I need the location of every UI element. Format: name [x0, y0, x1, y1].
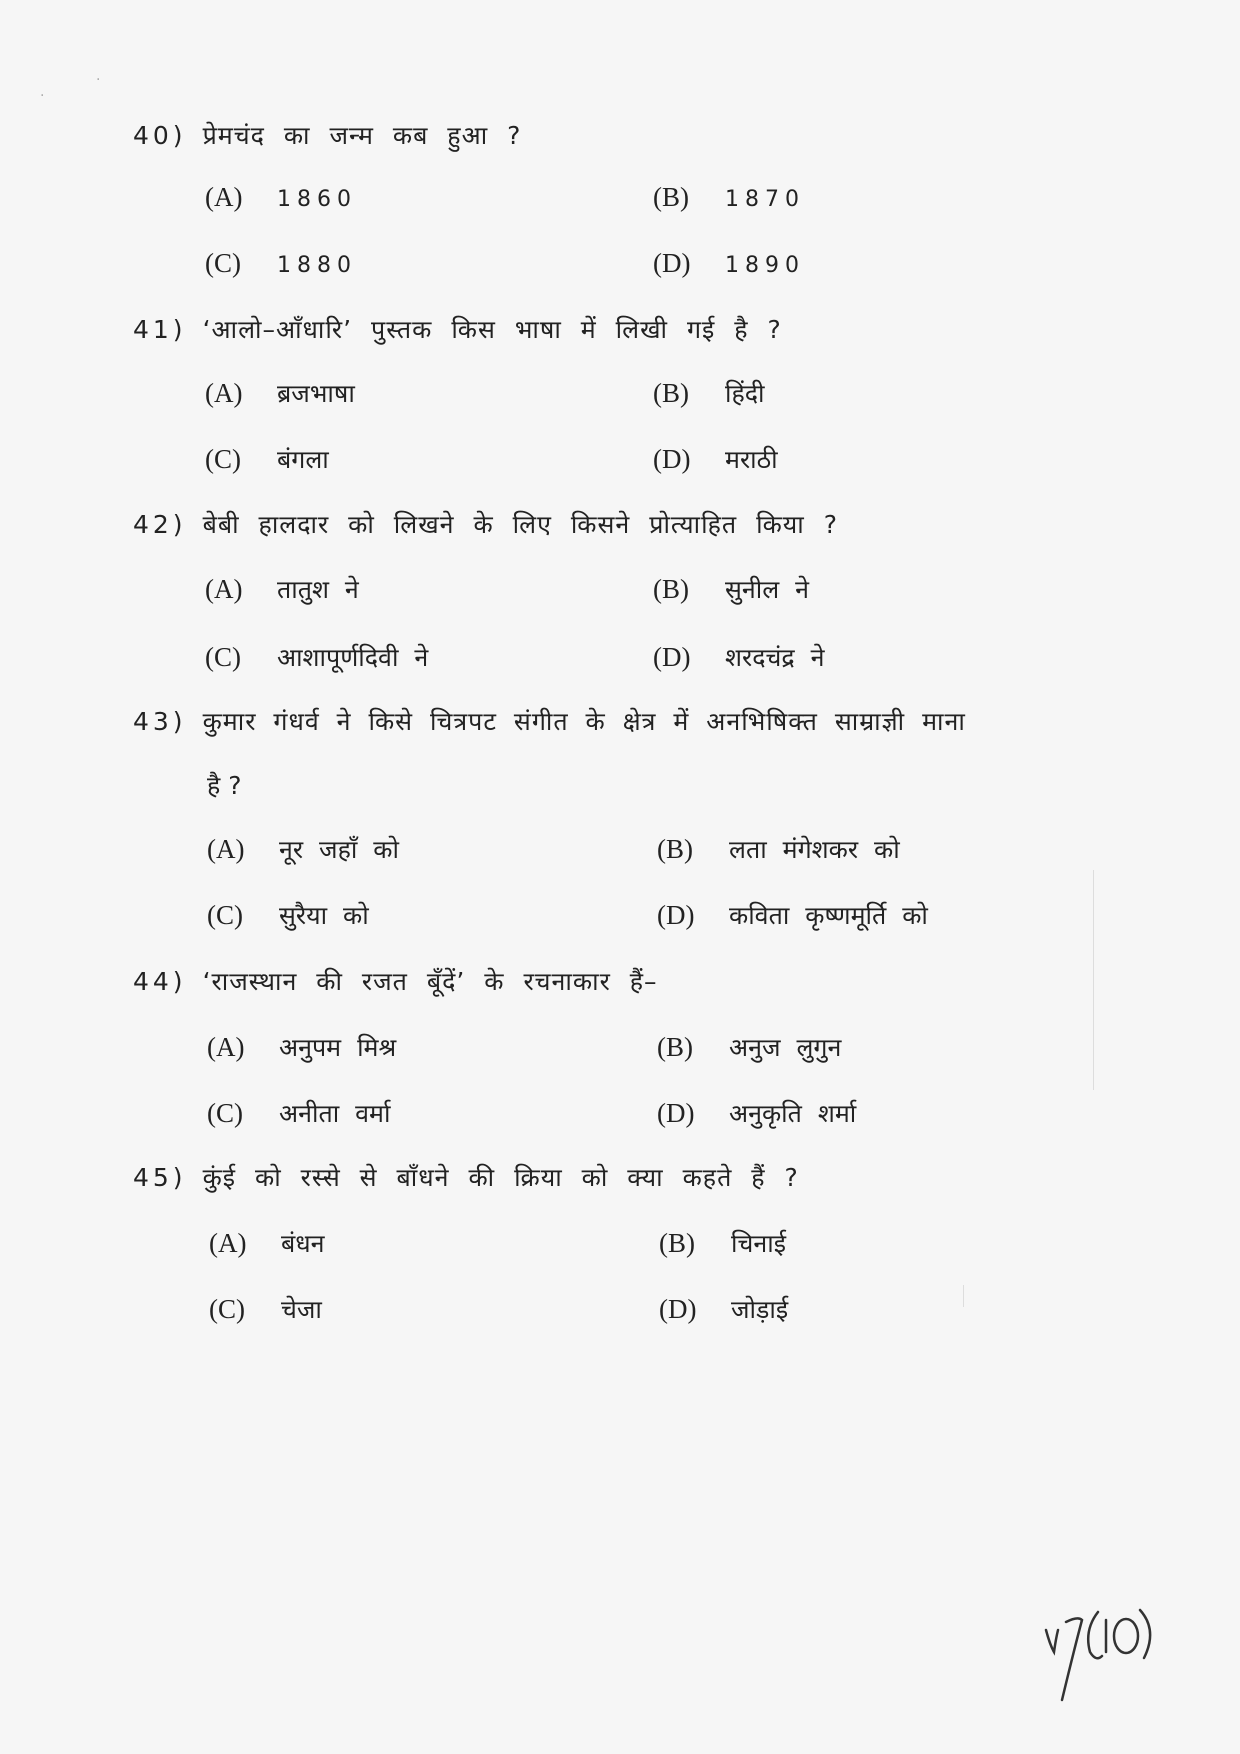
- option-c: [207, 1096, 390, 1130]
- option-text: 1890: [725, 253, 805, 278]
- option-text: 1860: [277, 187, 357, 212]
- option-letter: (A): [205, 182, 243, 212]
- question-text: कुंई को रस्से से बाँधने की क्रिया को क्या कहते हैं ?: [202, 1163, 799, 1192]
- option-letter: (D): [653, 642, 691, 672]
- option-letter: (A): [207, 834, 245, 864]
- question-line: [133, 118, 521, 152]
- option-letter: (A): [205, 378, 243, 408]
- option-letter: (A): [207, 1032, 245, 1062]
- question-number: 43): [133, 707, 187, 736]
- option-text: सुनील ने: [725, 575, 810, 604]
- question-line: [133, 1160, 799, 1194]
- question-number: 44): [133, 967, 187, 996]
- option-letter: (D): [653, 444, 691, 474]
- option-a: [209, 1226, 325, 1260]
- option-letter: (C): [205, 444, 241, 474]
- question-line: [133, 704, 966, 738]
- option-text: मराठी: [725, 445, 778, 474]
- option-letter: (B): [657, 834, 693, 864]
- option-text: बंगला: [277, 445, 329, 474]
- option-b: [657, 1030, 841, 1064]
- option-text: बंधन: [281, 1229, 325, 1258]
- scan-speck: ·: [96, 72, 101, 88]
- option-a: [205, 182, 357, 213]
- question-text: बेबी हालदार को लिखने के लिए किसने प्रोत्याहित किया ?: [202, 510, 838, 539]
- option-letter: (A): [209, 1228, 247, 1258]
- handwritten-digit-0: [1114, 1619, 1138, 1653]
- option-text: आशापूर्णदिवी ने: [277, 643, 429, 672]
- option-text: अनुपम मिश्र: [279, 1033, 397, 1062]
- question-number: 42): [133, 510, 187, 539]
- option-a: [205, 572, 359, 606]
- option-text: अनुकृति शर्मा: [729, 1099, 857, 1128]
- handwritten-initials-7: [1062, 1618, 1082, 1700]
- option-d: [657, 1096, 856, 1130]
- option-text: तातुश ने: [277, 575, 359, 604]
- option-c: [207, 898, 369, 932]
- question-line: [133, 507, 838, 541]
- question-line: [133, 964, 658, 998]
- handwritten-page-mark: [1040, 1590, 1170, 1720]
- option-text: कविता कृष्णमूर्ति को: [729, 901, 928, 930]
- option-d: [653, 248, 805, 279]
- scan-speck: ·: [40, 88, 45, 104]
- question-text-continued: है ?: [207, 771, 242, 800]
- option-a: [205, 376, 355, 410]
- option-text: जोड़ाई: [731, 1295, 789, 1324]
- option-b: [659, 1226, 786, 1260]
- option-text: हिंदी: [725, 379, 765, 408]
- option-letter: (C): [205, 642, 241, 672]
- option-text: चिनाई: [731, 1229, 786, 1258]
- option-letter: (C): [209, 1294, 245, 1324]
- option-b: [653, 376, 765, 410]
- option-text: नूर जहाँ को: [279, 835, 399, 864]
- option-c: [205, 442, 329, 476]
- option-letter: (B): [653, 182, 689, 212]
- option-letter: (D): [657, 900, 695, 930]
- option-d: [653, 442, 778, 476]
- option-letter: (D): [659, 1294, 697, 1324]
- option-text: ब्रजभाषा: [277, 379, 355, 408]
- option-text: लता मंगेशकर को: [729, 835, 900, 864]
- scan-line: [963, 1285, 964, 1307]
- option-text: अनीता वर्मा: [279, 1099, 391, 1128]
- question-text: ‘राजस्थान की रजत बूँदें’ के रचनाकार हैं–: [202, 967, 658, 996]
- option-text: अनुज लुगुन: [729, 1033, 842, 1062]
- option-text: 1870: [725, 187, 805, 212]
- option-b: [653, 572, 809, 606]
- option-letter: (B): [653, 378, 689, 408]
- option-b: [653, 182, 805, 213]
- option-letter: (B): [653, 574, 689, 604]
- question-text: ‘आलो–आँधारि’ पुस्तक किस भाषा में लिखी गई है ?: [202, 315, 782, 344]
- option-letter: (D): [657, 1098, 695, 1128]
- option-letter: (B): [659, 1228, 695, 1258]
- handwritten-bracket-close: [1140, 1610, 1150, 1658]
- option-text: शरदचंद्र ने: [725, 643, 825, 672]
- option-letter: (C): [207, 1098, 243, 1128]
- option-a: [207, 832, 399, 866]
- option-text: सुरैया को: [279, 901, 369, 930]
- question-line: [133, 312, 782, 346]
- question-number: 45): [133, 1163, 187, 1192]
- option-text: 1880: [277, 253, 357, 278]
- scan-line: [1093, 870, 1094, 1090]
- option-d: [657, 898, 928, 932]
- question-number: 41): [133, 315, 187, 344]
- question-text: प्रेमचंद का जन्म कब हुआ ?: [202, 121, 522, 150]
- option-letter: (A): [205, 574, 243, 604]
- option-c: [205, 640, 428, 674]
- option-c: [209, 1292, 322, 1326]
- option-letter: (C): [205, 248, 241, 278]
- question-text: कुमार गंधर्व ने किसे चित्रपट संगीत के क्षेत्र में अनभिषिक्त साम्राज्ञी माना: [202, 707, 966, 736]
- option-d: [659, 1292, 788, 1326]
- option-letter: (C): [207, 900, 243, 930]
- option-a: [207, 1030, 396, 1064]
- option-c: [205, 248, 357, 279]
- handwritten-initials-1: [1046, 1630, 1058, 1652]
- option-letter: (B): [657, 1032, 693, 1062]
- question-number: 40): [133, 121, 187, 150]
- option-letter: (D): [653, 248, 691, 278]
- option-text: चेजा: [281, 1295, 322, 1324]
- option-b: [657, 832, 900, 866]
- option-d: [653, 640, 824, 674]
- handwritten-bracket: [1088, 1612, 1102, 1658]
